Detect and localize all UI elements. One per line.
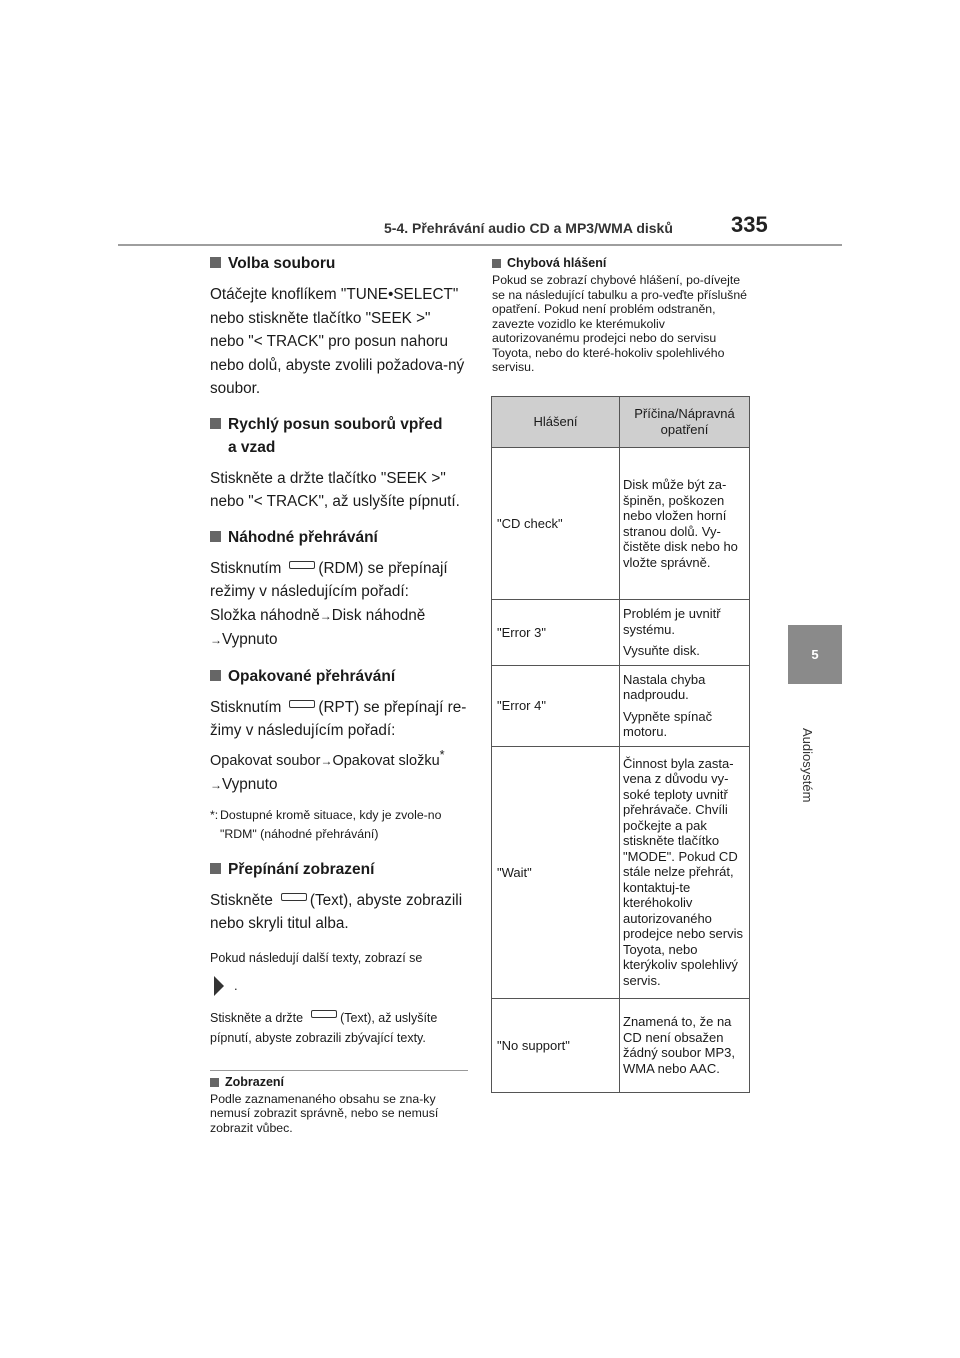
table-cell-cause: Činnost byla zasta-vena z důvodu vy-soké teploty uvnitř přehrávače. Chvíli počkejte a pak stiskněte tlačítko "MODE". Pokud CD stále nelze přehrát, kontaktuj-te kteréhokoliv autorizovaného prodejce nebo servis Toyota, nebo kterýkoliv spolehlivý servis. — [620, 746, 750, 998]
table-cell-cause: Disk může být za-špiněn, poškozen nebo vložen horní stranou dolů. Vy-čistěte disk nebo ho vložte správně. — [620, 448, 750, 600]
table-cell-cause: Nastala chyba nadproudu. Vypněte spínač motoru. — [620, 665, 750, 746]
rdm-button-icon — [289, 561, 315, 569]
table-row — [492, 746, 750, 998]
square-bullet-icon — [210, 670, 221, 681]
table-header-row — [492, 397, 750, 448]
more-text-indicator: . — [214, 974, 468, 998]
section-title: 5-4. Přehrávání audio CD a MP3/WMA disků — [384, 220, 673, 236]
table-cell-message: "No support" — [492, 998, 620, 1092]
heading-random-play: Náhodné přehrávání — [210, 526, 468, 549]
heading-display-switch: Přepínání zobrazení — [210, 858, 468, 881]
table-row — [492, 665, 750, 746]
error-table — [491, 396, 750, 1093]
table-row — [492, 600, 750, 666]
arrow-right-icon: → — [210, 633, 222, 647]
right-column — [492, 256, 750, 375]
text-fast-forward: Stiskněte a držte tlačítko "SEEK >" nebo "< TRACK", až uslyšíte pípnutí. — [210, 469, 460, 510]
arrow-right-icon: → — [319, 608, 332, 623]
square-bullet-icon — [210, 257, 221, 268]
header-divider — [118, 244, 842, 246]
heading-fast-forward: Rychlý posun souborů vpřed a vzad — [210, 413, 468, 459]
column-header-message: Hlášení — [492, 397, 620, 448]
text-hold-text: Stiskněte a držte (Text), až uslyšíte pípnutí, abyste zobrazili zbývající texty. — [210, 1010, 438, 1045]
heading-repeat-play: Opakované přehrávání — [210, 665, 468, 688]
table-cell-cause: Problém je uvnitř systému. Vysuňte disk. — [620, 600, 750, 666]
text-button-icon — [311, 1010, 337, 1018]
square-bullet-icon — [210, 1078, 219, 1087]
footnote: *: Dostupné kromě situace, kdy je zvole-no "RDM" (náhodné přehrávání) — [210, 807, 442, 841]
table-cell-cause: Znamená to, že na CD není obsažen žádný soubor MP3, WMA nebo AAC. — [620, 998, 750, 1092]
square-bullet-icon — [210, 418, 221, 429]
chapter-label: Audiosystém — [800, 728, 815, 803]
square-bullet-icon — [492, 259, 501, 268]
heading-file-select: Volba souboru — [210, 252, 468, 275]
square-bullet-icon — [210, 531, 221, 542]
table-cell-message: "Wait" — [492, 746, 620, 998]
table-cell-message: "Error 3" — [492, 600, 620, 666]
chapter-tab — [788, 625, 842, 684]
square-bullet-icon — [210, 863, 221, 874]
column-header-cause: Příčina/Nápravná opatření — [620, 397, 750, 448]
play-triangle-icon — [214, 976, 224, 996]
text-error-intro: Pokud se zobrazí chybové hlášení, po-dívejte se na následující tabulku a pro-veďte příslušné opatření. Pokud není problém odstraněn, zavezte vozidlo ke kterémukoliv autorizovanému prodejci nebo do servisu Toyota, nebo do které-hokoliv spolehlivého servisu. — [492, 273, 748, 374]
table-row — [492, 998, 750, 1092]
table-row — [492, 448, 750, 600]
table-cell-message: "Error 4" — [492, 665, 620, 746]
rpt-button-icon — [289, 700, 315, 708]
table-cell-message: "CD check" — [492, 448, 620, 600]
heading-error-messages: Chybová hlášení — [492, 256, 750, 270]
page-number: 335 — [731, 212, 768, 237]
page-header — [0, 0, 960, 260]
text-random-play: Stisknutím (RDM) se přepínají režimy v následujícím pořadí: Složka náhodně→Disk náhodně →Vypnuto — [210, 559, 448, 648]
chapter-number: 5 — [811, 647, 819, 662]
heading-display-info: Zobrazení — [210, 1075, 468, 1089]
text-display-switch: Stiskněte (Text), abyste zobrazili nebo skryli titul alba. — [210, 891, 463, 933]
text-file-select: Otáčejte knoflíkem "TUNE•SELECT" nebo stiskněte tlačítko "SEEK >" nebo "< TRACK" pro posun nahoru nebo dolů, abyste zvolili požadova-ný soubor. — [210, 286, 465, 397]
text-display-info: Podle zaznamenaného obsahu se zna-ky nemusí zobrazit správně, nebo se nemusí zobrazit vůbec. — [210, 1091, 439, 1135]
left-column — [210, 252, 468, 1135]
info-divider — [210, 1070, 468, 1071]
arrow-right-icon: → — [320, 753, 333, 768]
text-button-icon — [281, 893, 307, 901]
arrow-right-icon: → — [210, 778, 222, 793]
text-repeat-play: Stisknutím (RPT) se přepínají re-žimy v následujícím pořadí: Opakovat soubor→Opakovat složku* →Vypnuto — [210, 698, 467, 794]
text-more-texts: Pokud následují další texty, zobrazí se — [210, 950, 423, 965]
